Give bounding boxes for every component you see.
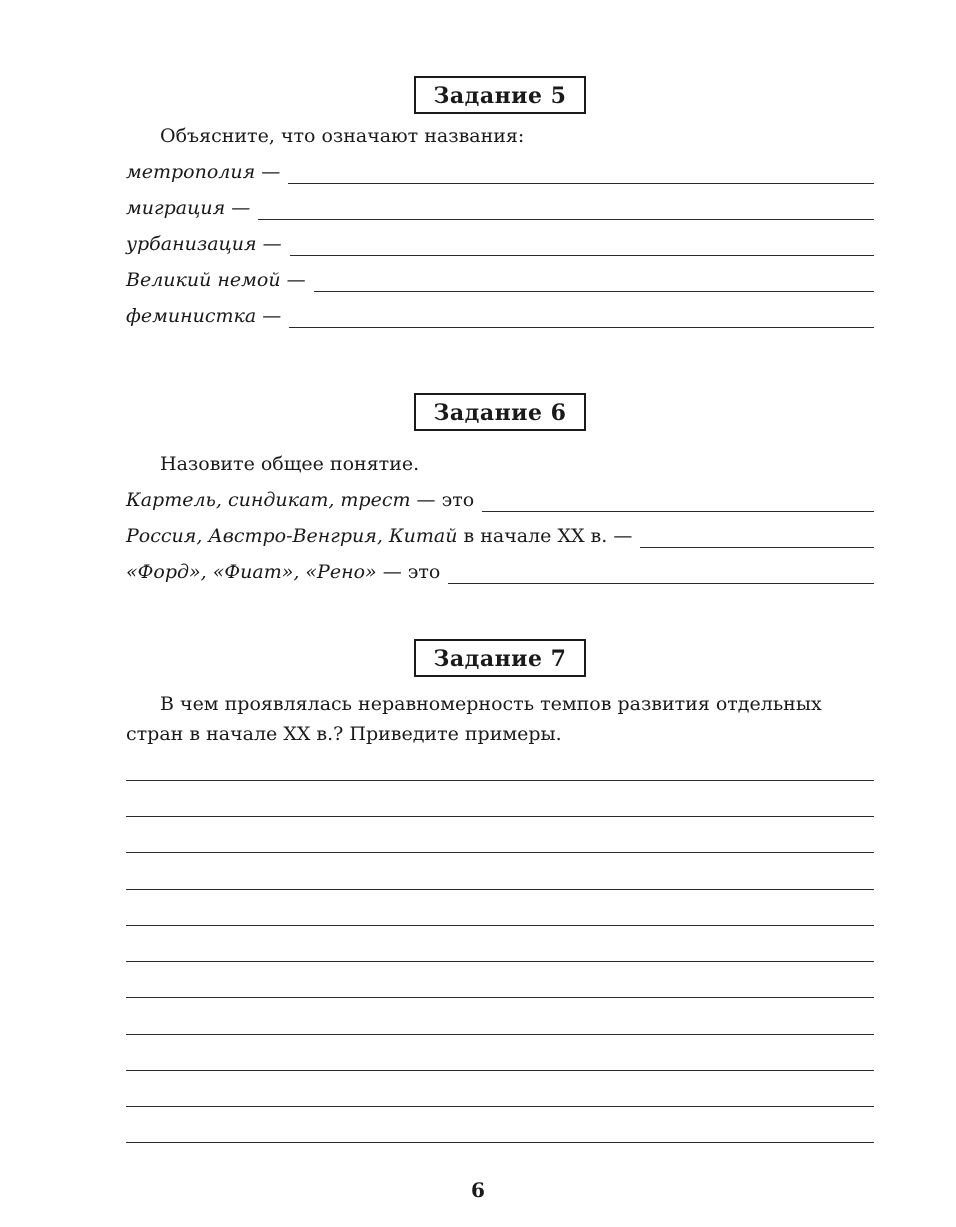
task-7-question-line-1: В чем проявлялась неравномерность темпов развития отдельных: [160, 693, 822, 715]
answer-line[interactable]: [126, 852, 874, 853]
answer-line[interactable]: [126, 816, 874, 817]
term-label: Великий немой —: [126, 269, 306, 291]
answer-line[interactable]: [448, 565, 874, 584]
answer-line[interactable]: [126, 780, 874, 781]
answer-row[interactable]: [126, 160, 874, 184]
task-5-prompt: Объясните, что означают названия:: [160, 125, 525, 147]
answer-line[interactable]: [288, 165, 874, 184]
task-7-question-line-2: стран в начале XX в.? Приведите примеры.: [126, 723, 562, 745]
answer-line[interactable]: [290, 237, 874, 256]
concept-items: «Форд», «Фиат», «Рено»: [126, 561, 377, 583]
answer-line[interactable]: [126, 1070, 874, 1071]
task-6-prompt: Назовите общее понятие.: [160, 453, 420, 475]
answer-row[interactable]: [126, 524, 874, 548]
concept-items: Картель, синдикат, трест: [126, 489, 411, 511]
answer-line[interactable]: [289, 309, 874, 328]
answer-row[interactable]: [126, 488, 874, 512]
answer-line[interactable]: [126, 961, 874, 962]
concept-connector: в начале XX в. —: [457, 525, 633, 547]
term-label: миграция —: [126, 197, 251, 219]
answer-line[interactable]: [482, 493, 874, 512]
answer-row[interactable]: [126, 268, 874, 292]
answer-row[interactable]: [126, 304, 874, 328]
answer-line[interactable]: [314, 273, 874, 292]
concept-connector: — это: [376, 561, 441, 583]
answer-line[interactable]: [640, 529, 874, 548]
answer-line[interactable]: [126, 997, 874, 998]
page-number: 6: [471, 1178, 485, 1202]
task-5-title: Задание 5: [433, 83, 567, 109]
term-label: метрополия —: [126, 161, 281, 183]
concept-connector: — это: [410, 489, 475, 511]
answer-row[interactable]: [126, 560, 874, 584]
task-5-header: [414, 76, 586, 114]
answer-line[interactable]: [258, 201, 874, 220]
answer-row[interactable]: [126, 196, 874, 220]
task-6-header: [414, 393, 586, 431]
term-label: феминистка —: [126, 305, 282, 327]
task-7-header: [414, 639, 586, 677]
answer-line[interactable]: [126, 1034, 874, 1035]
answer-line[interactable]: [126, 1106, 874, 1107]
task-6-title: Задание 6: [433, 400, 567, 426]
answer-row[interactable]: [126, 232, 874, 256]
answer-line[interactable]: [126, 889, 874, 890]
answer-line[interactable]: [126, 925, 874, 926]
term-label: урбанизация —: [126, 233, 282, 255]
answer-line[interactable]: [126, 1142, 874, 1143]
task-7-title: Задание 7: [433, 646, 567, 672]
concept-items: Россия, Австро-Венгрия, Китай: [126, 525, 458, 547]
